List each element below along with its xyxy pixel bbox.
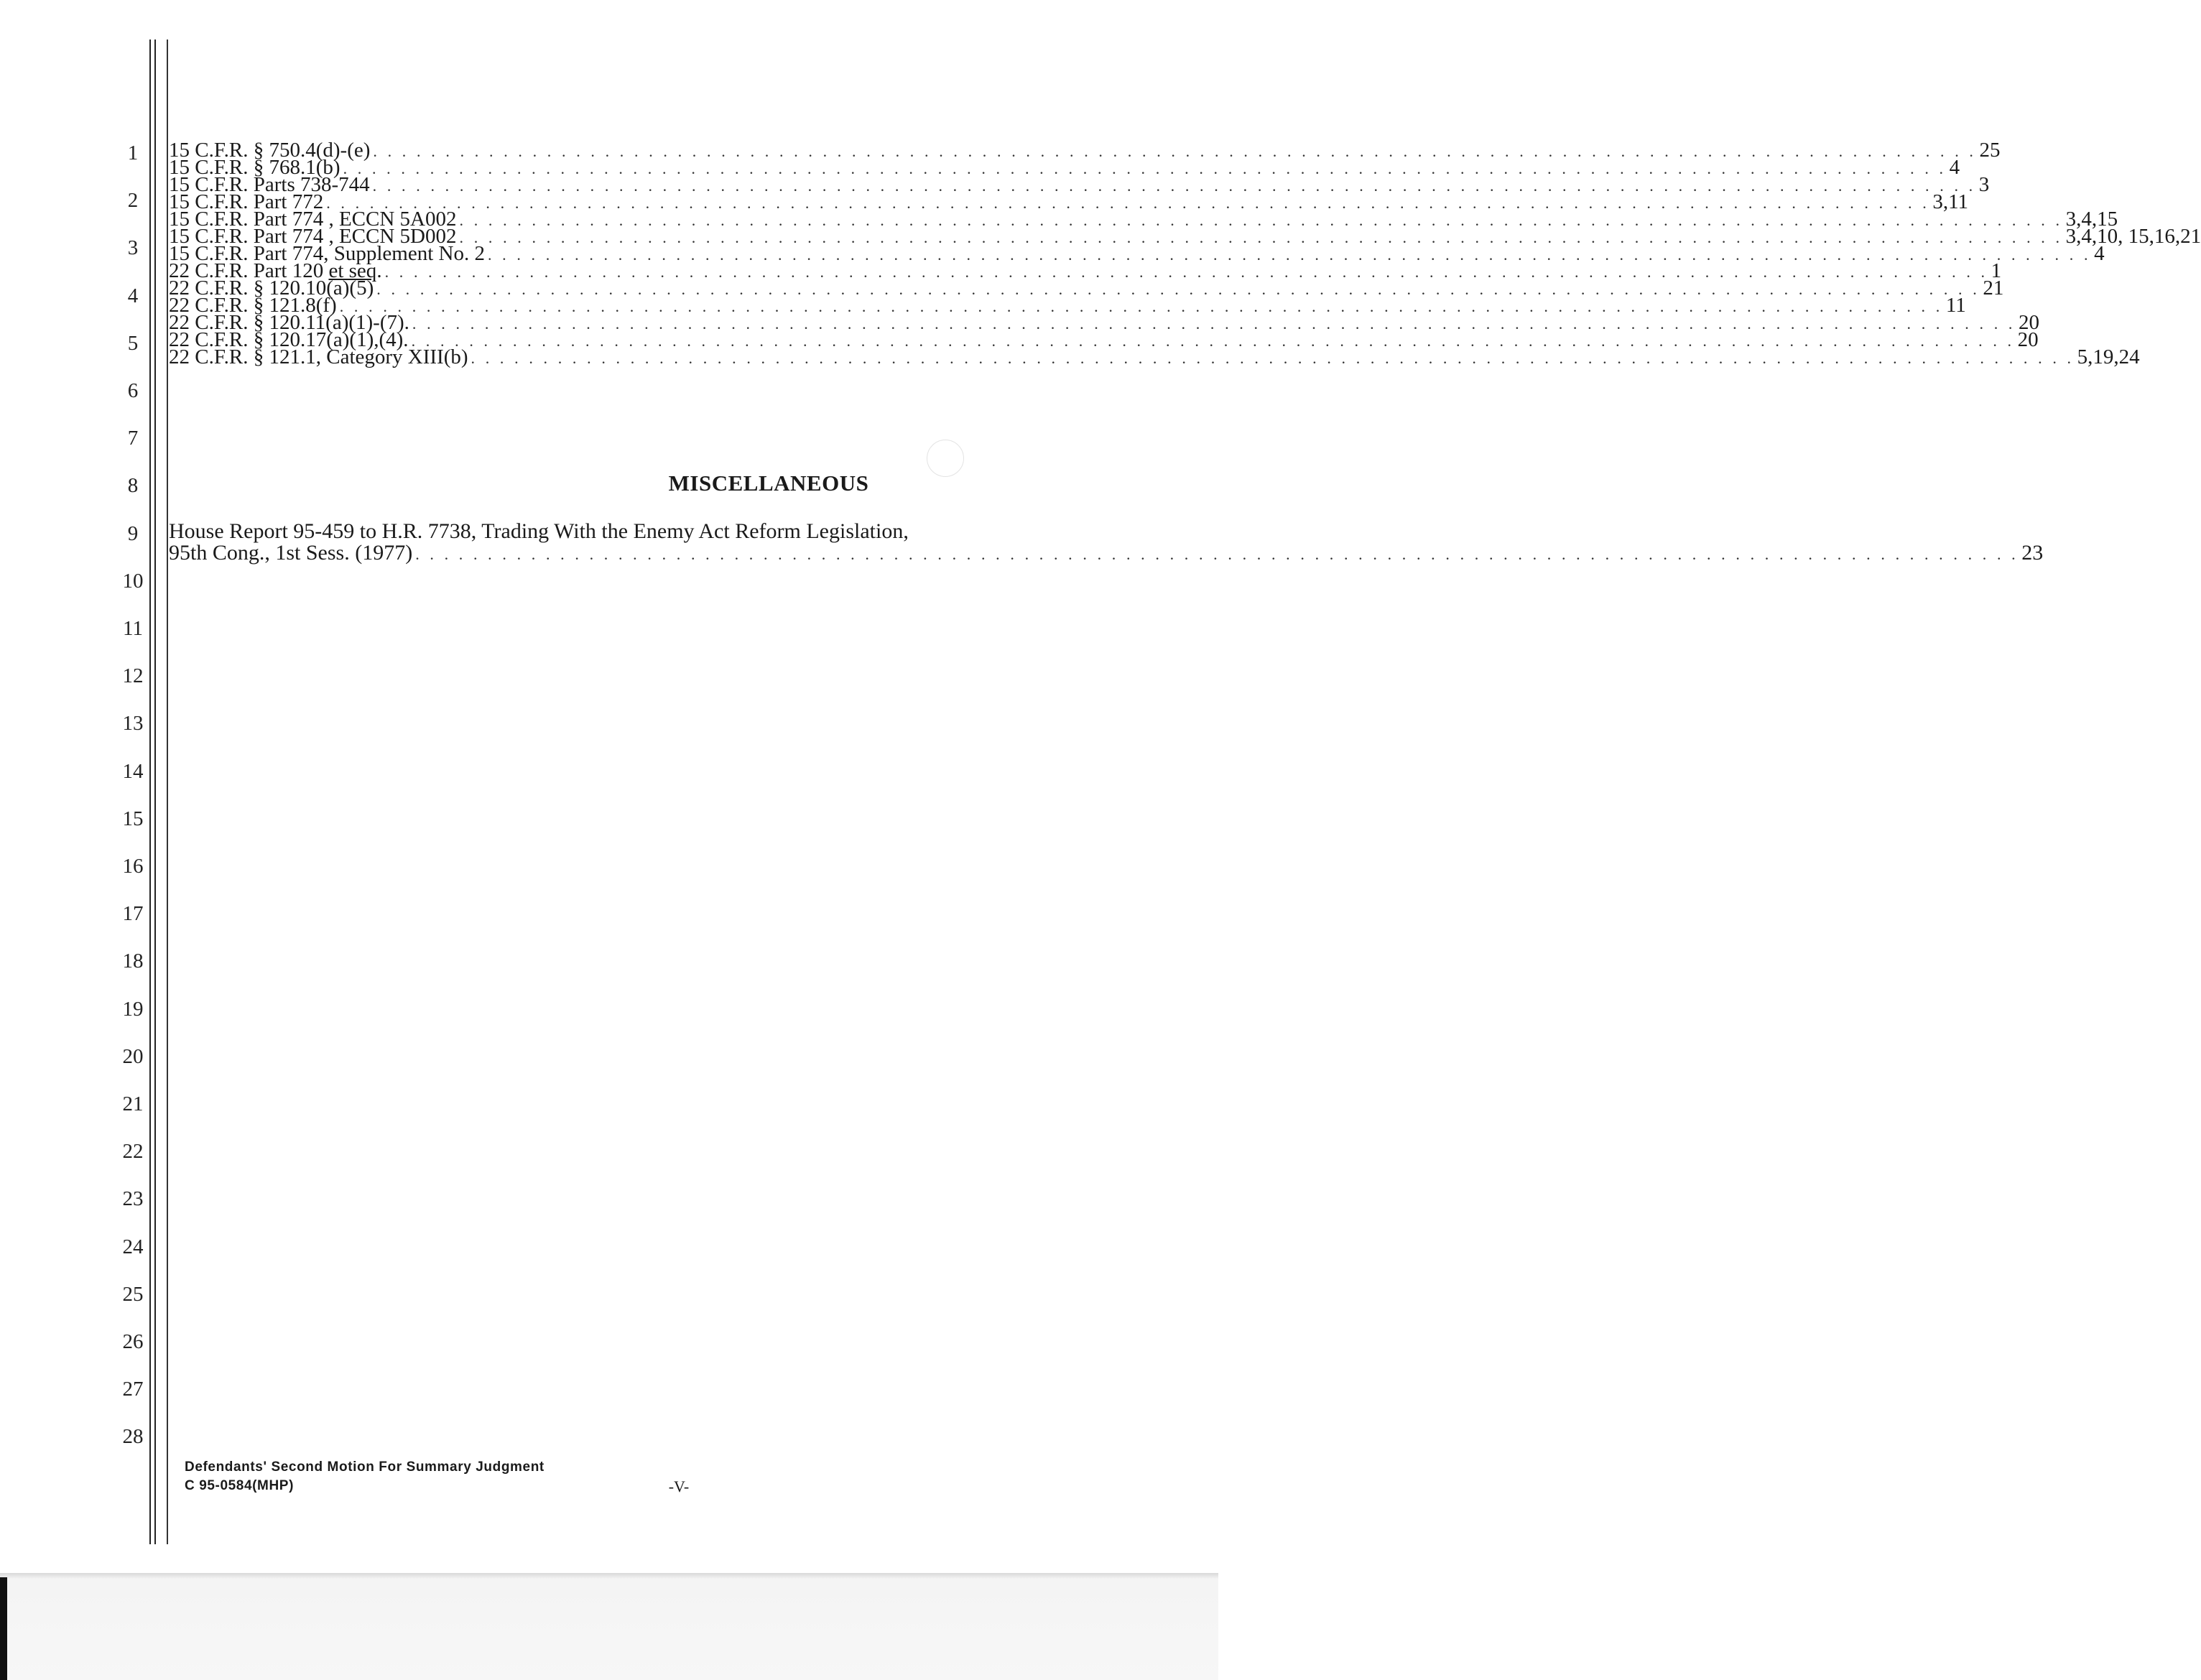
line-number: 7 xyxy=(127,427,139,450)
line-number: 17 xyxy=(122,902,144,926)
misc-entry-line2 xyxy=(169,541,2044,565)
line-number: 6 xyxy=(127,379,139,402)
page-references: 3,11 xyxy=(1932,190,1969,213)
page-references: 5,19,24 xyxy=(2077,345,2140,368)
table-of-authorities xyxy=(169,139,2201,368)
line-number: 22 xyxy=(122,1140,144,1164)
dot-leader: . . . . . . . . . . . . . . . . . . . . . . . . . . . . . . . . . . . . . . . . . . . . . . . . . . . . . . . . . . . . . . . . . . . . . . . . . . . . . . . . . . . . . . . . . . . . . . . . . . . . . . . . . . . . . . . xyxy=(411,332,2015,350)
misc-entry xyxy=(169,519,2044,565)
citation: 15 C.F.R. Parts 738-744 xyxy=(169,173,370,196)
citation: 22 C.F.R. § 120.10(a)(5) xyxy=(169,277,374,300)
page-references: 1 xyxy=(1991,259,2002,282)
footer-case-number: C 95-0584(MHP) xyxy=(185,1478,295,1493)
page-references: 3,4,10, 15,16,21 xyxy=(2065,225,2201,248)
line-number: 1 xyxy=(127,141,139,164)
dot-leader: . . . . . . . . . . . . . . . . . . . . . . . . . . . . . . . . . . . . . . . . . . . . . . . . . . . . . . . . . . . . . . . . . . . . . . . . . . . . . . . . . . . . . . . . . . . . . . . . . . . . . . . . . . . . . . . xyxy=(412,315,2016,333)
line-number: 18 xyxy=(122,950,144,973)
page-references: 4 xyxy=(2094,242,2105,265)
line-number: 16 xyxy=(122,855,144,878)
line-number: 4 xyxy=(127,284,139,307)
citation: 22 C.F.R. § 120.17(a)(1),(4). xyxy=(169,328,409,351)
line-number: 9 xyxy=(127,521,139,545)
dot-leader: . . . . . . . . . . . . . . . . . . . . . . . . . . . . . . . . . . . . . . . . . . . . . . . . . . . . . . . . . . . . . . . . . . . . . . . . . . . . . . . . . . . . . . . . . . . . . . . . . . . . . . . . . . . . . . . xyxy=(373,142,1977,160)
citation: 15 C.F.R. Part 774 , ECCN 5D002 xyxy=(169,225,457,248)
citation: 95th Cong., 1st Sess. (1977) xyxy=(169,541,413,565)
citation: 22 C.F.R. § 121.1, Category XIII(b) xyxy=(169,345,468,368)
dot-leader: . . . . . . . . . . . . . . . . . . . . . . . . . . . . . . . . . . . . . . . . . . . . . . . . . . . . . . . . . . . . . . . . . . . . . . . . . . . . . . . . . . . . . . . . . . . . . . . . . . . . . . . . . . . . . . . xyxy=(459,228,2063,246)
citation: 15 C.F.R. Part 772 xyxy=(169,190,324,213)
citation: 15 C.F.R. Part 774, Supplement No. 2 xyxy=(169,242,485,265)
footer-document-title: Defendants' Second Motion For Summary Judgment xyxy=(185,1459,545,1475)
page-references: 21 xyxy=(1983,277,2004,300)
line-number: 13 xyxy=(122,712,144,735)
line-number: 23 xyxy=(122,1187,144,1211)
et-seq-underlined: et seq xyxy=(328,259,377,282)
page-number: -V- xyxy=(668,1477,690,1495)
dot-leader: . . . . . . . . . . . . . . . . . . . . . . . . . . . . . . . . . . . . . . . . . . . . . . . . . . . . . . . . . . . . . . . . . . . . . . . . . . . . . . . . . . . . . . . . . . . . . . . . . . . . . . . . . . . . . . . xyxy=(471,349,2075,367)
page-references: 4 xyxy=(1949,156,1960,179)
line-number: 15 xyxy=(122,807,144,830)
line-number: 28 xyxy=(122,1425,144,1449)
toa-entry xyxy=(169,345,2140,368)
left-margin-rule-inner xyxy=(154,40,156,1544)
dot-leader: . . . . . . . . . . . . . . . . . . . . . . . . . . . . . . . . . . . . . . . . . . . . . . . . . . . . . . . . . . . . . . . . . . . . . . . . . . . . . . . . . . . . . . . . . . . . . . . . . . . . . . . . . . . . . . . xyxy=(326,194,1930,212)
dot-leader: . . . . . . . . . . . . . . . . . . . . . . . . . . . . . . . . . . . . . . . . . . . . . . . . . . . . . . . . . . . . . . . . . . . . . . . . . . . . . . . . . . . . . . . . . . . . . . . . . . . . . . . . . . . . . . . xyxy=(415,545,2019,563)
line-number: 10 xyxy=(122,569,144,593)
page-references: 20 xyxy=(2019,311,2039,334)
line-number: 11 xyxy=(123,617,143,640)
line-number: 5 xyxy=(127,331,139,355)
page-references: 20 xyxy=(2017,328,2039,351)
line-number: 8 xyxy=(127,474,139,498)
line-number: 20 xyxy=(122,1044,144,1068)
line-number: 21 xyxy=(122,1092,144,1115)
scanner-bed xyxy=(0,1573,1218,1680)
page-references: 3 xyxy=(1978,173,1990,196)
dot-leader: . . . . . . . . . . . . . . . . . . . . . . . . . . . . . . . . . . . . . . . . . . . . . . . . . . . . . . . . . . . . . . . . . . . . . . . . . . . . . . . . . . . . . . . . . . . . . . . . . . . . . . . . . . . . . . . xyxy=(339,297,1943,315)
dot-leader: . . . . . . . . . . . . . . . . . . . . . . . . . . . . . . . . . . . . . . . . . . . . . . . . . . . . . . . . . . . . . . . . . . . . . . . . . . . . . . . . . . . . . . . . . . . . . . . . . . . . . . . . . . . . . . . xyxy=(384,263,1988,281)
dot-leader: . . . . . . . . . . . . . . . . . . . . . . . . . . . . . . . . . . . . . . . . . . . . . . . . . . . . . . . . . . . . . . . . . . . . . . . . . . . . . . . . . . . . . . . . . . . . . . . . . . . . . . . . . . . . . . . xyxy=(487,246,2092,264)
page-references: 3,4,15 xyxy=(2065,208,2118,231)
line-number: 19 xyxy=(122,997,144,1021)
dot-leader: . . . . . . . . . . . . . . . . . . . . . . . . . . . . . . . . . . . . . . . . . . . . . . . . . . . . . . . . . . . . . . . . . . . . . . . . . . . . . . . . . . . . . . . . . . . . . . . . . . . . . . . . . . . . . . . xyxy=(459,211,2063,229)
dot-leader: . . . . . . . . . . . . . . . . . . . . . . . . . . . . . . . . . . . . . . . . . . . . . . . . . . . . . . . . . . . . . . . . . . . . . . . . . . . . . . . . . . . . . . . . . . . . . . . . . . . . . . . . . . . . . . . xyxy=(372,177,1976,195)
citation: 15 C.F.R. Part 774 , ECCN 5A002 xyxy=(169,208,457,231)
text-margin-rule xyxy=(167,40,168,1544)
citation-prefix: 22 C.F.R. Part 120 xyxy=(169,259,329,282)
page-references: 11 xyxy=(1945,294,1966,317)
scanner-edge xyxy=(0,1577,7,1680)
line-number: 24 xyxy=(122,1235,144,1258)
citation: 15 C.F.R. § 750.4(d)-(e) xyxy=(169,139,371,162)
citation: 15 C.F.R. § 768.1(b) xyxy=(169,156,340,179)
citation: 22 C.F.R. § 121.8(f) xyxy=(169,294,337,317)
line-number: 2 xyxy=(127,189,139,213)
citation-suffix: . xyxy=(376,259,382,282)
line-number: 26 xyxy=(122,1330,144,1353)
page-references: 25 xyxy=(1979,139,2001,162)
misc-entry-line1: House Report 95-459 to H.R. 7738, Trading With the Enemy Act Reform Legislation, xyxy=(169,519,909,543)
citation: 22 C.F.R. § 120.11(a)(1)-(7). xyxy=(169,311,409,334)
line-number: 14 xyxy=(122,759,144,783)
line-number: 3 xyxy=(127,236,139,260)
dot-leader: . . . . . . . . . . . . . . . . . . . . . . . . . . . . . . . . . . . . . . . . . . . . . . . . . . . . . . . . . . . . . . . . . . . . . . . . . . . . . . . . . . . . . . . . . . . . . . . . . . . . . . . . . . . . . . . xyxy=(376,280,1980,298)
page-references: 23 xyxy=(2021,541,2044,565)
footer-caption xyxy=(185,1458,545,1495)
left-margin-rule xyxy=(149,40,151,1544)
section-heading-miscellaneous: MISCELLANEOUS xyxy=(668,470,869,496)
line-number: 12 xyxy=(122,664,144,688)
line-number: 25 xyxy=(122,1282,144,1306)
dot-leader: . . . . . . . . . . . . . . . . . . . . . . . . . . . . . . . . . . . . . . . . . . . . . . . . . . . . . . . . . . . . . . . . . . . . . . . . . . . . . . . . . . . . . . . . . . . . . . . . . . . . . . . . . . . . . . . xyxy=(343,159,1947,177)
line-number: 27 xyxy=(122,1378,144,1401)
